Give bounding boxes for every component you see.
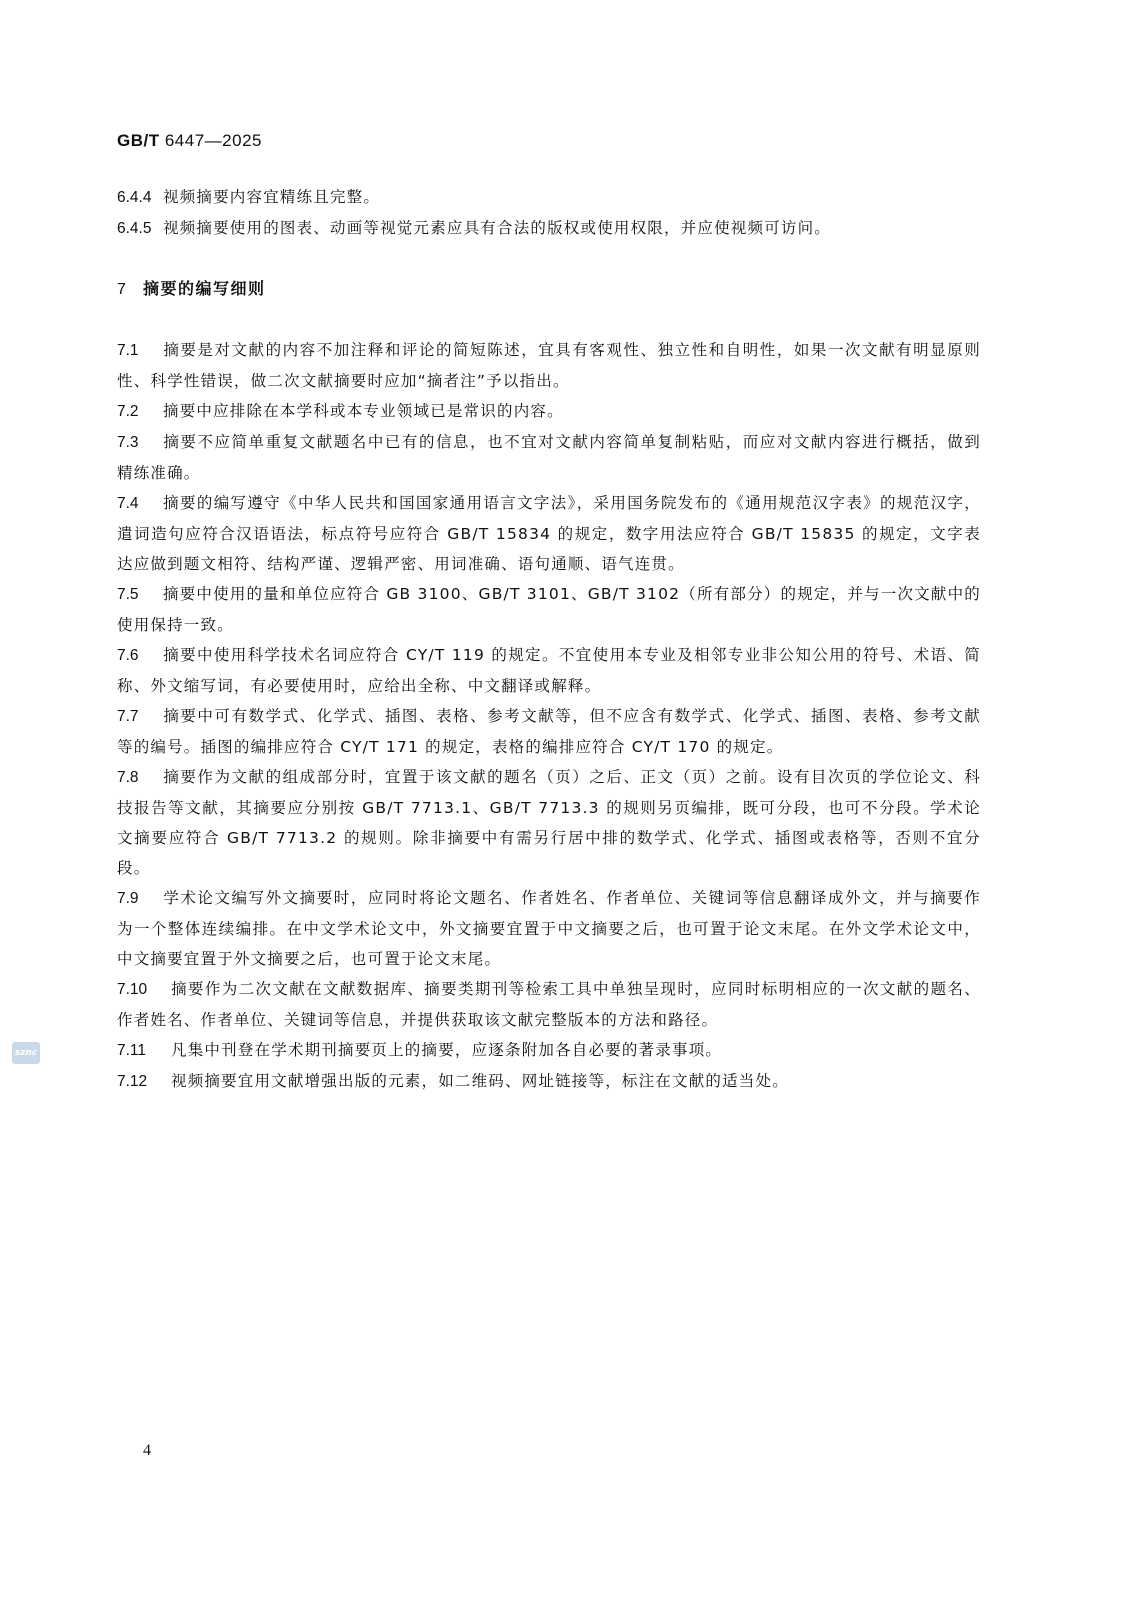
clause-7-2 [117,396,981,427]
clause-7-1 [117,335,981,396]
clause-number: 7.1 [117,342,139,359]
clause-7-10 [117,974,981,1035]
clause-7-8 [117,762,981,883]
clause-text: 摘要中使用科学技术名词应符合 CY/T 119 的规定。不宜使用本专业及相邻专业非公知公用的符号、术语、简称、外文缩写词，有必要使用时，应给出全称、中文翻译或解释。 [117,646,981,695]
clause-7-5 [117,579,981,640]
clause-text: 视频摘要宜用文献增强出版的元素，如二维码、网址链接等，标注在文献的适当处。 [171,1072,789,1090]
clause-number: 7.9 [117,890,139,907]
clause-number: 7.6 [117,647,139,664]
clause-number: 6.4.5 [117,220,152,237]
section-7-heading [117,274,981,305]
clause-number: 7.5 [117,586,139,603]
clause-text: 摘要不应简单重复文献题名中已有的信息，也不宜对文献内容简单复制粘贴，而应对文献内容进行概括，做到精练准确。 [117,433,981,482]
clause-text: 摘要的编写遵守《中华人民共和国国家通用语言文字法》，采用国务院发布的《通用规范汉字表》的规范汉字，遣词造句应符合汉语语法，标点符号应符合 GB/T 15834 的规定，数字用法应符合 GB/T 15835 的规定，文字表达应做到题文相符、结构严谨、逻辑严密、用词准确、语句通顺、语气连贯。 [117,494,981,573]
clause-text: 摘要中应排除在本学科或本专业领域已是常识的内容。 [163,402,564,420]
clause-number: 7.12 [117,1073,148,1090]
clause-number: 7.8 [117,769,139,786]
section-number: 7 [117,281,128,298]
standard-code: GB/T [117,131,160,150]
clause-number: 7.2 [117,403,139,420]
clause-7-7 [117,701,981,762]
clause-6-4-5 [117,213,981,244]
clause-text: 摘要作为文献的组成部分时，宜置于该文献的题名（页）之后、正文（页）之前。设有目次页的学位论文、科技报告等文献，其摘要应分别按 GB/T 7713.1、GB/T 7713.3 的规则另页编排，既可分段，也可不分段。学术论文摘要应符合 GB/T 7713.2 的规则。除非摘要中有需另行居中排的数学式、化学式、插图或表格等，否则不宜分段。 [117,768,981,877]
clause-text: 摘要作为二次文献在文献数据库、摘要类期刊等检索工具中单独呈现时，应同时标明相应的一次文献的题名、作者姓名、作者单位、关键词等信息，并提供获取该文献完整版本的方法和路径。 [117,980,981,1029]
page-number: 4 [143,1442,151,1459]
watermark-logo: sznc [12,1042,40,1064]
clause-number: 6.4.4 [117,189,152,206]
clause-7-12 [117,1066,981,1097]
clause-text: 摘要中可有数学式、化学式、插图、表格、参考文献等，但不应含有数学式、化学式、插图、表格、参考文献等的编号。插图的编排应符合 CY/T 171 的规定，表格的编排应符合 CY/T 170 的规定。 [117,707,981,756]
document-body [117,182,981,1097]
standard-number: 6447—2025 [164,131,262,150]
clause-7-4 [117,488,981,579]
clause-text: 摘要中使用的量和单位应符合 GB 3100、GB/T 3101、GB/T 3102（所有部分）的规定，并与一次文献中的使用保持一致。 [117,585,981,634]
document-code [117,131,262,151]
clause-text: 学术论文编写外文摘要时，应同时将论文题名、作者姓名、作者单位、关键词等信息翻译成外文，并与摘要作为一个整体连续编排。在中文学术论文中，外文摘要宜置于中文摘要之后，也可置于论文末尾。在外文学术论文中，中文摘要宜置于外文摘要之后，也可置于论文末尾。 [117,889,981,968]
clause-6-4-4 [117,182,981,213]
clause-text: 凡集中刊登在学术期刊摘要页上的摘要，应逐条附加各自必要的著录事项。 [171,1041,723,1059]
clause-text: 视频摘要内容宜精练且完整。 [163,188,381,206]
clause-text: 摘要是对文献的内容不加注释和评论的简短陈述，宜具有客观性、独立性和自明性，如果一次文献有明显原则性、科学性错误，做二次文献摘要时应加“摘者注”予以指出。 [117,341,981,390]
clause-7-6 [117,640,981,701]
clause-7-9 [117,883,981,974]
clause-number: 7.10 [117,981,148,998]
clause-number: 7.11 [117,1042,147,1059]
clause-number: 7.7 [117,708,139,725]
clause-number: 7.3 [117,434,139,451]
clause-number: 7.4 [117,495,139,512]
clause-text: 视频摘要使用的图表、动画等视觉元素应具有合法的版权或使用权限，并应使视频可访问。 [163,219,832,237]
clause-7-3 [117,427,981,488]
section-title: 摘要的编写细则 [143,279,266,298]
clause-7-11 [117,1035,981,1066]
